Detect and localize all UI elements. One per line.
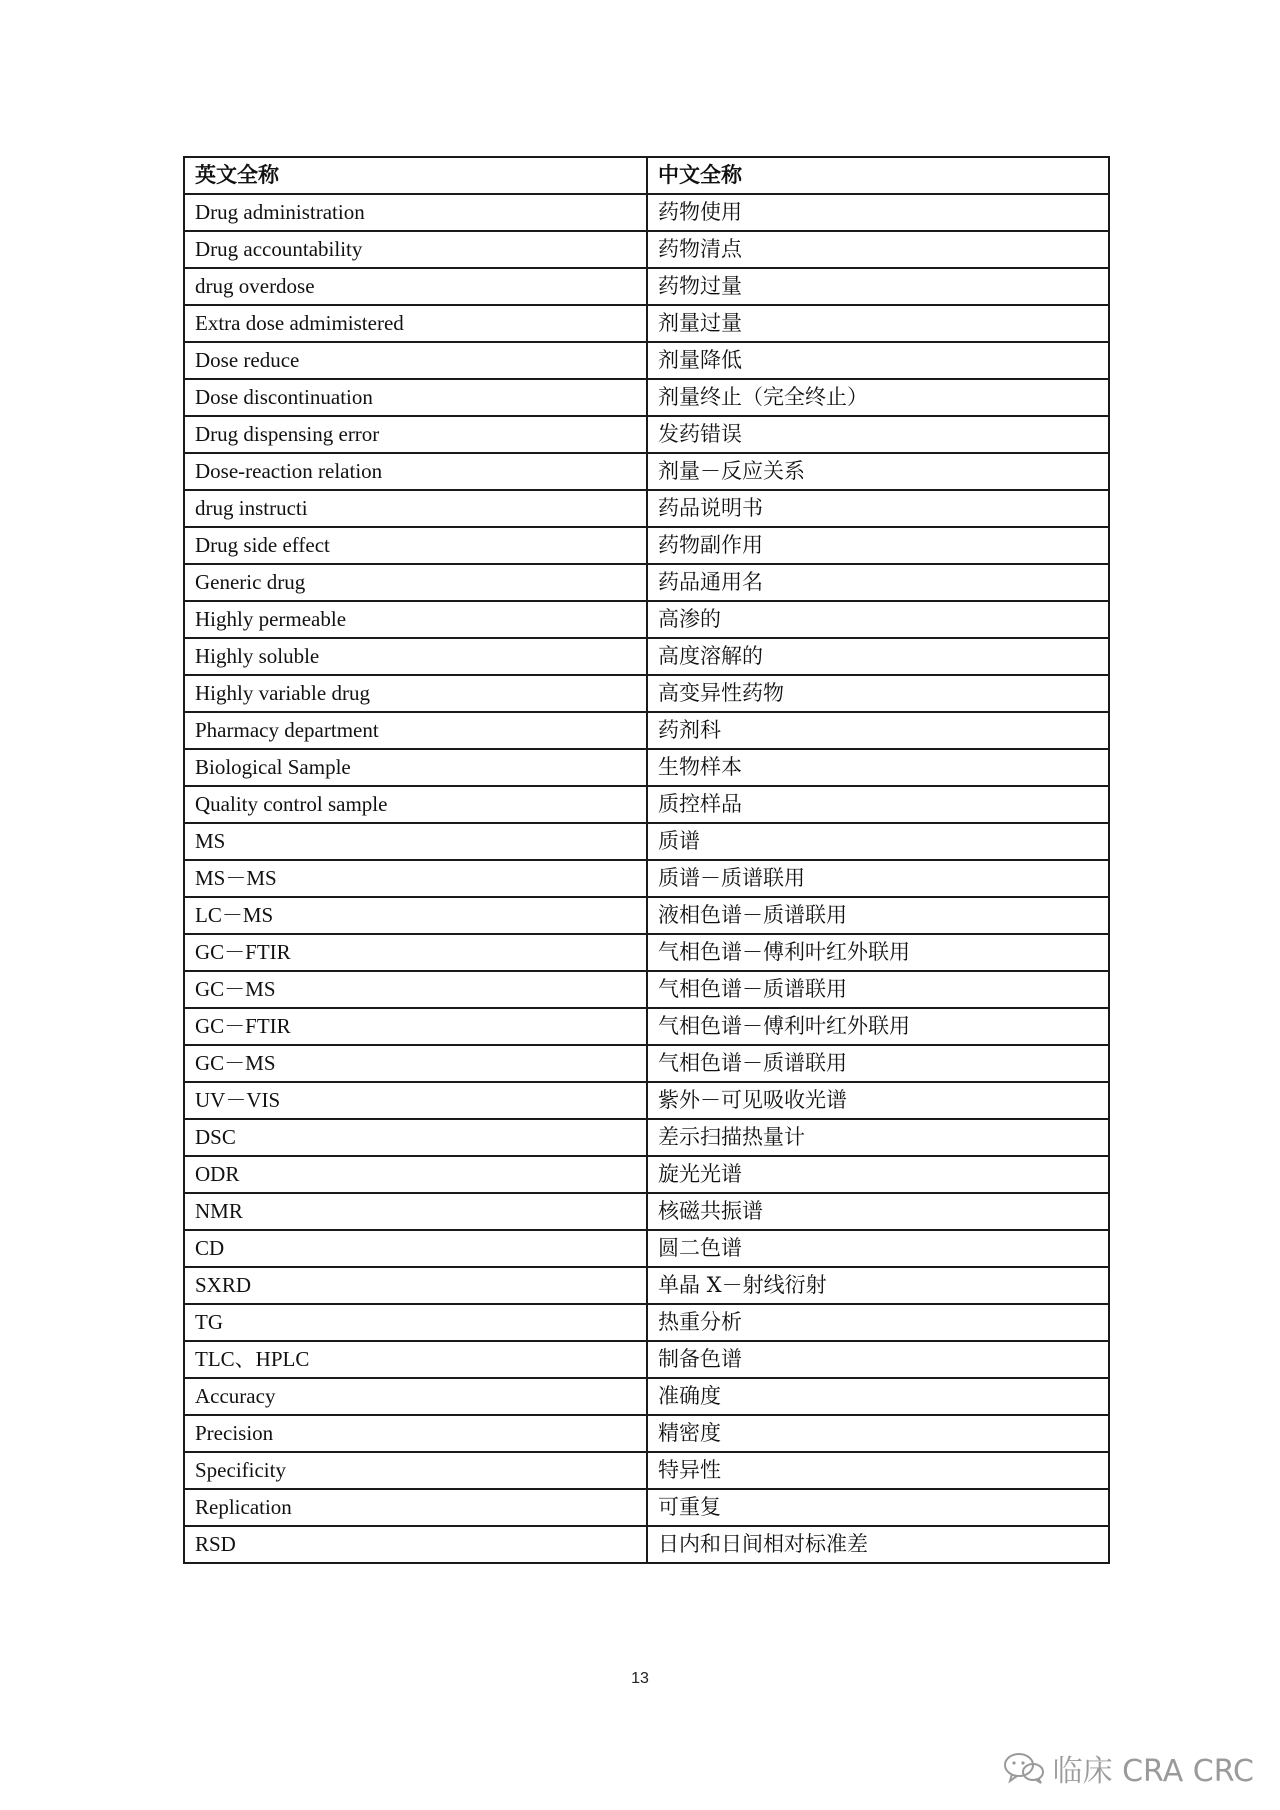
chinese-term: 圆二色谱 bbox=[647, 1230, 1109, 1267]
english-term: GC－MS bbox=[184, 971, 647, 1008]
chinese-term: 差示扫描热量计 bbox=[647, 1119, 1109, 1156]
header-chinese-full-name: 中文全称 bbox=[647, 157, 1109, 194]
table-row bbox=[184, 897, 1109, 934]
chinese-term: 高渗的 bbox=[647, 601, 1109, 638]
table-row bbox=[184, 231, 1109, 268]
table-row bbox=[184, 1230, 1109, 1267]
chinese-term: 日内和日间相对标准差 bbox=[647, 1526, 1109, 1563]
table-row bbox=[184, 1119, 1109, 1156]
chinese-term: 液相色谱－质谱联用 bbox=[647, 897, 1109, 934]
watermark-text: 临床 CRA CRC bbox=[1052, 1754, 1254, 1789]
english-term: Accuracy bbox=[184, 1378, 647, 1415]
table-row bbox=[184, 601, 1109, 638]
chinese-term: 质谱 bbox=[647, 823, 1109, 860]
table-row bbox=[184, 1045, 1109, 1082]
chinese-term: 气相色谱－质谱联用 bbox=[647, 971, 1109, 1008]
table-row bbox=[184, 1156, 1109, 1193]
english-term: Specificity bbox=[184, 1452, 647, 1489]
chinese-term: 剂量过量 bbox=[647, 305, 1109, 342]
english-term: RSD bbox=[184, 1526, 647, 1563]
chinese-term: 药剂科 bbox=[647, 712, 1109, 749]
chinese-term: 气相色谱－傅利叶红外联用 bbox=[647, 934, 1109, 971]
glossary-body bbox=[184, 194, 1109, 1563]
table-row bbox=[184, 712, 1109, 749]
english-term: Pharmacy department bbox=[184, 712, 647, 749]
english-term: Highly permeable bbox=[184, 601, 647, 638]
watermark bbox=[1003, 1746, 1254, 1790]
table-row bbox=[184, 1415, 1109, 1452]
table-row bbox=[184, 416, 1109, 453]
chinese-term: 气相色谱－傅利叶红外联用 bbox=[647, 1008, 1109, 1045]
english-term: UV－VIS bbox=[184, 1082, 647, 1119]
table-row bbox=[184, 1378, 1109, 1415]
table-row bbox=[184, 1082, 1109, 1119]
chinese-term: 剂量－反应关系 bbox=[647, 453, 1109, 490]
page-number: 13 bbox=[631, 1670, 649, 1687]
chinese-term: 气相色谱－质谱联用 bbox=[647, 1045, 1109, 1082]
english-term: Highly soluble bbox=[184, 638, 647, 675]
english-term: Dose discontinuation bbox=[184, 379, 647, 416]
english-term: Precision bbox=[184, 1415, 647, 1452]
table-row bbox=[184, 1267, 1109, 1304]
table-row bbox=[184, 1489, 1109, 1526]
english-term: MS bbox=[184, 823, 647, 860]
chinese-term: 高度溶解的 bbox=[647, 638, 1109, 675]
english-term: TG bbox=[184, 1304, 647, 1341]
chinese-term: 热重分析 bbox=[647, 1304, 1109, 1341]
english-term: LC－MS bbox=[184, 897, 647, 934]
table-row bbox=[184, 934, 1109, 971]
table-header-row bbox=[184, 157, 1109, 194]
english-term: MS－MS bbox=[184, 860, 647, 897]
english-term: Drug side effect bbox=[184, 527, 647, 564]
chinese-term: 药物使用 bbox=[647, 194, 1109, 231]
chinese-term: 旋光光谱 bbox=[647, 1156, 1109, 1193]
chinese-term: 单晶 X－射线衍射 bbox=[647, 1267, 1109, 1304]
table-row bbox=[184, 1341, 1109, 1378]
english-term: ODR bbox=[184, 1156, 647, 1193]
chinese-term: 剂量降低 bbox=[647, 342, 1109, 379]
header-english-full-name: 英文全称 bbox=[184, 157, 647, 194]
english-term: Dose reduce bbox=[184, 342, 647, 379]
english-term: Drug dispensing error bbox=[184, 416, 647, 453]
table-row bbox=[184, 749, 1109, 786]
table-row bbox=[184, 1526, 1109, 1563]
english-term: Drug administration bbox=[184, 194, 647, 231]
english-term: Generic drug bbox=[184, 564, 647, 601]
english-term: Drug accountability bbox=[184, 231, 647, 268]
english-term: Replication bbox=[184, 1489, 647, 1526]
chinese-term: 核磁共振谱 bbox=[647, 1193, 1109, 1230]
table-row bbox=[184, 379, 1109, 416]
chinese-term: 紫外－可见吸收光谱 bbox=[647, 1082, 1109, 1119]
chinese-term: 生物样本 bbox=[647, 749, 1109, 786]
english-term: Dose-reaction relation bbox=[184, 453, 647, 490]
english-term: Biological Sample bbox=[184, 749, 647, 786]
chinese-term: 质控样品 bbox=[647, 786, 1109, 823]
english-term: SXRD bbox=[184, 1267, 647, 1304]
table-row bbox=[184, 1193, 1109, 1230]
english-term: Highly variable drug bbox=[184, 675, 647, 712]
chinese-term: 准确度 bbox=[647, 1378, 1109, 1415]
table-row bbox=[184, 1304, 1109, 1341]
table-row bbox=[184, 342, 1109, 379]
table-row bbox=[184, 490, 1109, 527]
table-row bbox=[184, 527, 1109, 564]
english-term: drug instructi bbox=[184, 490, 647, 527]
table-row bbox=[184, 1452, 1109, 1489]
english-term: GC－FTIR bbox=[184, 1008, 647, 1045]
english-term: drug overdose bbox=[184, 268, 647, 305]
table-row bbox=[184, 823, 1109, 860]
chinese-term: 药品通用名 bbox=[647, 564, 1109, 601]
english-term: TLC、HPLC bbox=[184, 1341, 647, 1378]
chinese-term: 制备色谱 bbox=[647, 1341, 1109, 1378]
chinese-term: 高变异性药物 bbox=[647, 675, 1109, 712]
table-row bbox=[184, 305, 1109, 342]
chinese-term: 药物副作用 bbox=[647, 527, 1109, 564]
chinese-term: 质谱－质谱联用 bbox=[647, 860, 1109, 897]
wechat-icon bbox=[1003, 1751, 1045, 1785]
glossary-table bbox=[183, 156, 1110, 1564]
table-row bbox=[184, 638, 1109, 675]
chinese-term: 特异性 bbox=[647, 1452, 1109, 1489]
english-term: DSC bbox=[184, 1119, 647, 1156]
english-term: Extra dose admimistered bbox=[184, 305, 647, 342]
table-row bbox=[184, 1008, 1109, 1045]
chinese-term: 药物清点 bbox=[647, 231, 1109, 268]
chinese-term: 药物过量 bbox=[647, 268, 1109, 305]
chinese-term: 发药错误 bbox=[647, 416, 1109, 453]
table-row bbox=[184, 194, 1109, 231]
chinese-term: 精密度 bbox=[647, 1415, 1109, 1452]
chinese-term: 剂量终止（完全终止） bbox=[647, 379, 1109, 416]
table-row bbox=[184, 564, 1109, 601]
chinese-term: 药品说明书 bbox=[647, 490, 1109, 527]
table-row bbox=[184, 268, 1109, 305]
table-row bbox=[184, 453, 1109, 490]
chinese-term: 可重复 bbox=[647, 1489, 1109, 1526]
table-row bbox=[184, 860, 1109, 897]
english-term: NMR bbox=[184, 1193, 647, 1230]
english-term: GC－FTIR bbox=[184, 934, 647, 971]
table-row bbox=[184, 675, 1109, 712]
english-term: Quality control sample bbox=[184, 786, 647, 823]
english-term: GC－MS bbox=[184, 1045, 647, 1082]
table-row bbox=[184, 971, 1109, 1008]
table-row bbox=[184, 786, 1109, 823]
english-term: CD bbox=[184, 1230, 647, 1267]
